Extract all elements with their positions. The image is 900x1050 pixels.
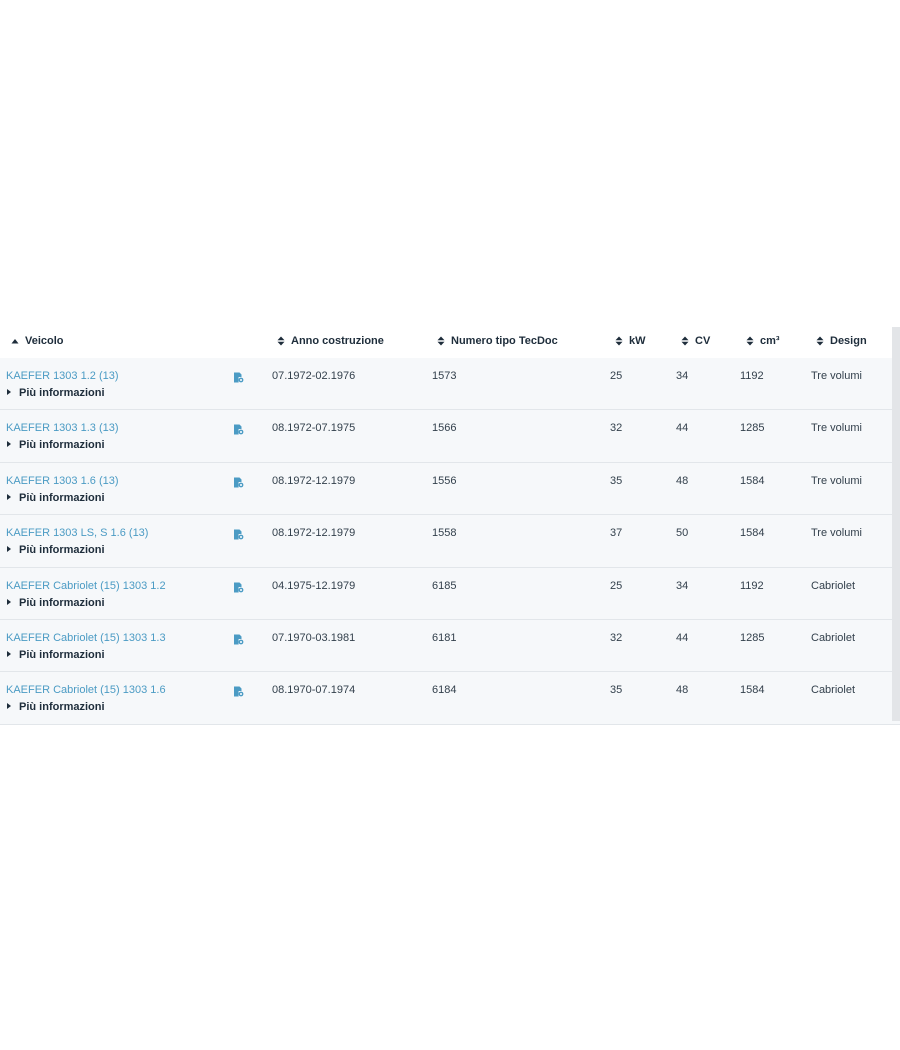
cm3-cell: 1192 [740,370,764,382]
more-info-label: Più informazioni [19,648,105,661]
cv-cell: 34 [676,579,689,592]
year-cell: 08.1970-07.1974 [272,684,356,697]
caret-right-icon [7,599,11,605]
sort-both-icon [816,336,824,346]
more-info-toggle[interactable] [6,649,105,661]
cm3-cell: 1285 [740,631,765,644]
tecdoc-cell: 1573 [432,370,457,382]
more-info-label: Più informazioni [19,596,105,609]
kw-cell: 32 [610,422,623,435]
sort-ascending-icon [11,338,19,344]
car-document-icon[interactable] [233,632,244,643]
vehicle-link[interactable]: KAEFER 1303 1.2 (13) [6,370,119,382]
car-document-icon[interactable] [233,370,244,381]
car-document-icon[interactable] [233,475,244,486]
tecdoc-cell: 6184 [432,684,457,697]
caret-right-icon [7,441,11,447]
header-design[interactable]: Design [816,335,867,347]
table-header [0,327,900,358]
cv-cell: 44 [676,422,689,435]
sort-both-icon [746,336,754,346]
cv-cell: 44 [676,631,689,644]
car-document-icon[interactable] [233,422,244,433]
sort-both-icon [277,336,285,346]
table-row [0,672,900,724]
cv-cell: 48 [676,684,689,697]
tecdoc-cell: 1558 [432,527,457,540]
header-cm3[interactable]: cm³ [746,335,780,347]
year-cell: 08.1972-07.1975 [272,422,356,435]
more-info-toggle[interactable] [6,597,105,609]
vehicle-link[interactable]: KAEFER 1303 1.6 (13) [6,474,119,487]
design-cell: Tre volumi [811,527,862,540]
more-info-toggle[interactable] [6,387,105,399]
tecdoc-cell: 1566 [432,422,457,435]
sort-both-icon [615,336,623,346]
kw-cell: 25 [610,579,623,592]
more-info-toggle[interactable] [6,492,105,504]
scrollbar[interactable] [892,327,900,721]
kw-cell: 37 [610,527,623,540]
table-row [0,568,900,620]
vehicle-link[interactable]: KAEFER 1303 LS, S 1.6 (13) [6,527,149,540]
sort-both-icon [437,336,445,346]
vehicle-link[interactable]: KAEFER 1303 1.3 (13) [6,422,119,435]
table-row [0,515,900,567]
caret-right-icon [7,389,11,395]
cv-cell: 34 [676,370,689,382]
year-cell: 08.1972-12.1979 [272,474,356,487]
year-cell: 07.1972-02.1976 [272,370,356,382]
car-document-icon[interactable] [233,527,244,538]
table-row [0,358,900,410]
cm3-cell: 1584 [740,474,765,487]
tecdoc-cell: 6185 [432,579,457,592]
header-year[interactable]: Anno costruzione [277,335,384,347]
vehicle-table [0,327,900,721]
design-cell: Tre volumi [811,370,862,382]
vehicle-link[interactable]: KAEFER Cabriolet (15) 1303 1.3 [6,631,166,644]
kw-cell: 25 [610,370,623,382]
caret-right-icon [7,546,11,552]
cm3-cell: 1285 [740,422,765,435]
header-tecdoc[interactable]: Numero tipo TecDoc [437,335,558,347]
design-cell: Tre volumi [811,422,862,435]
design-cell: Cabriolet [811,579,856,592]
more-info-toggle[interactable] [6,544,105,556]
caret-right-icon [7,703,11,709]
table-row [0,410,900,462]
more-info-label: Più informazioni [19,387,105,399]
design-cell: Cabriolet [811,684,856,697]
cm3-cell: 1192 [740,579,764,592]
kw-cell: 35 [610,684,623,697]
kw-cell: 32 [610,631,623,644]
kw-cell: 35 [610,474,623,487]
vehicle-link[interactable]: KAEFER Cabriolet (15) 1303 1.2 [6,579,166,592]
tecdoc-cell: 1556 [432,474,457,487]
header-cv[interactable]: CV [681,335,710,347]
caret-right-icon [7,494,11,500]
cv-cell: 50 [676,527,689,540]
year-cell: 04.1975-12.1979 [272,579,356,592]
table-body [0,358,900,725]
header-vehicle[interactable]: Veicolo [11,335,64,347]
more-info-label: Più informazioni [19,491,105,504]
more-info-toggle[interactable] [6,701,105,713]
tecdoc-cell: 6181 [432,631,457,644]
cm3-cell: 1584 [740,684,765,697]
more-info-label: Più informazioni [19,544,105,557]
year-cell: 08.1972-12.1979 [272,527,356,540]
more-info-label: Più informazioni [19,701,105,714]
more-info-toggle[interactable] [6,439,105,451]
cv-cell: 48 [676,474,689,487]
more-info-label: Più informazioni [19,439,105,452]
design-cell: Cabriolet [811,631,856,644]
header-kw[interactable]: kW [615,335,646,347]
vehicle-link[interactable]: KAEFER Cabriolet (15) 1303 1.6 [6,684,166,697]
sort-both-icon [681,336,689,346]
table-row [0,463,900,515]
car-document-icon[interactable] [233,684,244,695]
table-row [0,620,900,672]
caret-right-icon [7,651,11,657]
year-cell: 07.1970-03.1981 [272,631,356,644]
cm3-cell: 1584 [740,527,765,540]
design-cell: Tre volumi [811,474,862,487]
car-document-icon[interactable] [233,580,244,591]
